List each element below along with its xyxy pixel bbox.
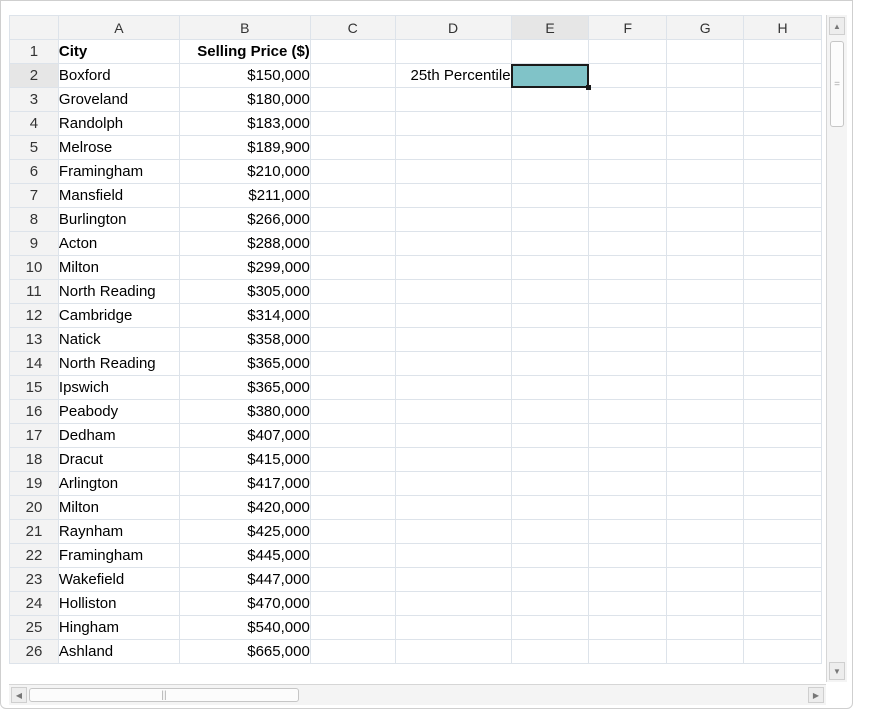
cell-g8[interactable] bbox=[667, 208, 744, 232]
cell-g1[interactable] bbox=[667, 40, 744, 64]
cell-e15[interactable] bbox=[511, 376, 589, 400]
cell-b2[interactable]: $150,000 bbox=[179, 64, 310, 88]
cell-d7[interactable] bbox=[395, 184, 511, 208]
cell-f16[interactable] bbox=[589, 400, 667, 424]
cell-b15[interactable]: $365,000 bbox=[179, 376, 310, 400]
cell-c25[interactable] bbox=[310, 616, 395, 640]
row-header[interactable]: 1 bbox=[10, 40, 59, 64]
cell-h24[interactable] bbox=[744, 592, 822, 616]
cell-e8[interactable] bbox=[511, 208, 589, 232]
cell-a24[interactable]: Holliston bbox=[58, 592, 179, 616]
cell-d26[interactable] bbox=[395, 640, 511, 664]
cell-e18[interactable] bbox=[511, 448, 589, 472]
active-cell-e2[interactable] bbox=[511, 64, 589, 88]
cell-b23[interactable]: $447,000 bbox=[179, 568, 310, 592]
cell-a18[interactable]: Dracut bbox=[58, 448, 179, 472]
cell-g2[interactable] bbox=[667, 64, 744, 88]
cell-d10[interactable] bbox=[395, 256, 511, 280]
row-header[interactable]: 6 bbox=[10, 160, 59, 184]
cell-a23[interactable]: Wakefield bbox=[58, 568, 179, 592]
cell-c17[interactable] bbox=[310, 424, 395, 448]
column-header-c[interactable]: C bbox=[310, 16, 395, 40]
cell-e20[interactable] bbox=[511, 496, 589, 520]
cell-e12[interactable] bbox=[511, 304, 589, 328]
sheet-row bbox=[10, 568, 822, 592]
cell-g5[interactable] bbox=[667, 136, 744, 160]
row-header[interactable]: 10 bbox=[10, 256, 59, 280]
cell-c24[interactable] bbox=[310, 592, 395, 616]
cell-b26[interactable]: $665,000 bbox=[179, 640, 310, 664]
row-header[interactable]: 15 bbox=[10, 376, 59, 400]
cell-f6[interactable] bbox=[589, 160, 667, 184]
cell-h26[interactable] bbox=[744, 640, 822, 664]
cell-e5[interactable] bbox=[511, 136, 589, 160]
cell-e16[interactable] bbox=[511, 400, 589, 424]
sheet-table bbox=[9, 15, 822, 664]
cell-d14[interactable] bbox=[395, 352, 511, 376]
scroll-up-icon[interactable]: ▲ bbox=[829, 17, 845, 35]
cell-b8[interactable]: $266,000 bbox=[179, 208, 310, 232]
cell-f2[interactable] bbox=[589, 64, 667, 88]
sheet-row bbox=[10, 232, 822, 256]
cell-e24[interactable] bbox=[511, 592, 589, 616]
cell-g12[interactable] bbox=[667, 304, 744, 328]
column-header-f[interactable]: F bbox=[589, 16, 667, 40]
cell-b21[interactable]: $425,000 bbox=[179, 520, 310, 544]
cell-b11[interactable]: $305,000 bbox=[179, 280, 310, 304]
cell-a15[interactable]: Ipswich bbox=[58, 376, 179, 400]
cell-c6[interactable] bbox=[310, 160, 395, 184]
cell-e14[interactable] bbox=[511, 352, 589, 376]
cell-a9[interactable]: Acton bbox=[58, 232, 179, 256]
cell-c8[interactable] bbox=[310, 208, 395, 232]
cell-d24[interactable] bbox=[395, 592, 511, 616]
sheet-row bbox=[10, 640, 822, 664]
cell-f18[interactable] bbox=[589, 448, 667, 472]
row-header[interactable]: 4 bbox=[10, 112, 59, 136]
cell-c1[interactable] bbox=[310, 40, 395, 64]
sheet-row bbox=[10, 448, 822, 472]
cell-e9[interactable] bbox=[511, 232, 589, 256]
cell-g19[interactable] bbox=[667, 472, 744, 496]
cell-g20[interactable] bbox=[667, 496, 744, 520]
cell-f26[interactable] bbox=[589, 640, 667, 664]
cell-h6[interactable] bbox=[744, 160, 822, 184]
cell-c12[interactable] bbox=[310, 304, 395, 328]
row-header[interactable]: 13 bbox=[10, 328, 59, 352]
cell-b9[interactable]: $288,000 bbox=[179, 232, 310, 256]
cell-b10[interactable]: $299,000 bbox=[179, 256, 310, 280]
cell-a16[interactable]: Peabody bbox=[58, 400, 179, 424]
row-header[interactable]: 9 bbox=[10, 232, 59, 256]
cell-e11[interactable] bbox=[511, 280, 589, 304]
row-header[interactable]: 5 bbox=[10, 136, 59, 160]
cell-a2[interactable]: Boxford bbox=[58, 64, 179, 88]
cell-h10[interactable] bbox=[744, 256, 822, 280]
cell-h1[interactable] bbox=[744, 40, 822, 64]
cell-g13[interactable] bbox=[667, 328, 744, 352]
cell-d16[interactable] bbox=[395, 400, 511, 424]
sheet-row bbox=[10, 160, 822, 184]
cell-a12[interactable]: Cambridge bbox=[58, 304, 179, 328]
cell-e3[interactable] bbox=[511, 88, 589, 112]
cell-f15[interactable] bbox=[589, 376, 667, 400]
cell-a17[interactable]: Dedham bbox=[58, 424, 179, 448]
column-header-b[interactable]: B bbox=[179, 16, 310, 40]
cell-b1[interactable]: Selling Price ($) bbox=[179, 40, 310, 64]
cell-b14[interactable]: $365,000 bbox=[179, 352, 310, 376]
cell-h12[interactable] bbox=[744, 304, 822, 328]
cell-c18[interactable] bbox=[310, 448, 395, 472]
cell-d13[interactable] bbox=[395, 328, 511, 352]
cell-h25[interactable] bbox=[744, 616, 822, 640]
cell-h13[interactable] bbox=[744, 328, 822, 352]
cell-g3[interactable] bbox=[667, 88, 744, 112]
sheet-row bbox=[10, 184, 822, 208]
cell-a22[interactable]: Framingham bbox=[58, 544, 179, 568]
cell-f12[interactable] bbox=[589, 304, 667, 328]
column-header-h[interactable]: H bbox=[744, 16, 822, 40]
cell-c5[interactable] bbox=[310, 136, 395, 160]
cell-f24[interactable] bbox=[589, 592, 667, 616]
cell-d11[interactable] bbox=[395, 280, 511, 304]
column-header-d[interactable]: D bbox=[395, 16, 511, 40]
cell-b19[interactable]: $417,000 bbox=[179, 472, 310, 496]
cell-b7[interactable]: $211,000 bbox=[179, 184, 310, 208]
sheet-row bbox=[10, 400, 822, 424]
grip-icon: = bbox=[834, 78, 840, 90]
scroll-right-icon[interactable]: ▶ bbox=[808, 687, 824, 703]
cell-d20[interactable] bbox=[395, 496, 511, 520]
cell-c15[interactable] bbox=[310, 376, 395, 400]
cell-a20[interactable]: Milton bbox=[58, 496, 179, 520]
row-header[interactable]: 16 bbox=[10, 400, 59, 424]
cell-f17[interactable] bbox=[589, 424, 667, 448]
cell-g18[interactable] bbox=[667, 448, 744, 472]
cell-d8[interactable] bbox=[395, 208, 511, 232]
cell-h5[interactable] bbox=[744, 136, 822, 160]
cell-h7[interactable] bbox=[744, 184, 822, 208]
cell-d25[interactable] bbox=[395, 616, 511, 640]
sheet-row bbox=[10, 112, 822, 136]
cell-b20[interactable]: $420,000 bbox=[179, 496, 310, 520]
sheet-row bbox=[10, 496, 822, 520]
cell-a14[interactable]: North Reading bbox=[58, 352, 179, 376]
cell-a6[interactable]: Framingham bbox=[58, 160, 179, 184]
cell-g15[interactable] bbox=[667, 376, 744, 400]
cell-c10[interactable] bbox=[310, 256, 395, 280]
cell-c4[interactable] bbox=[310, 112, 395, 136]
cell-d15[interactable] bbox=[395, 376, 511, 400]
cell-f11[interactable] bbox=[589, 280, 667, 304]
cell-h2[interactable] bbox=[744, 64, 822, 88]
cell-b25[interactable]: $540,000 bbox=[179, 616, 310, 640]
cell-h3[interactable] bbox=[744, 88, 822, 112]
cell-b22[interactable]: $445,000 bbox=[179, 544, 310, 568]
cell-d19[interactable] bbox=[395, 472, 511, 496]
cell-b17[interactable]: $407,000 bbox=[179, 424, 310, 448]
cell-a26[interactable]: Ashland bbox=[58, 640, 179, 664]
cell-g22[interactable] bbox=[667, 544, 744, 568]
sheet-row bbox=[10, 520, 822, 544]
sheet-row bbox=[10, 352, 822, 376]
row-header[interactable]: 12 bbox=[10, 304, 59, 328]
cell-d21[interactable] bbox=[395, 520, 511, 544]
horizontal-scroll-thumb[interactable] bbox=[29, 688, 299, 702]
scroll-down-icon[interactable]: ▼ bbox=[829, 662, 845, 680]
cell-d5[interactable] bbox=[395, 136, 511, 160]
row-header[interactable]: 2 bbox=[10, 64, 59, 88]
cell-d22[interactable] bbox=[395, 544, 511, 568]
row-header[interactable]: 26 bbox=[10, 640, 59, 664]
sheet-row bbox=[10, 472, 822, 496]
cell-f5[interactable] bbox=[589, 136, 667, 160]
row-header[interactable]: 21 bbox=[10, 520, 59, 544]
sheet-row bbox=[10, 424, 822, 448]
row-header[interactable]: 18 bbox=[10, 448, 59, 472]
cell-c14[interactable] bbox=[310, 352, 395, 376]
cell-d6[interactable] bbox=[395, 160, 511, 184]
cell-g25[interactable] bbox=[667, 616, 744, 640]
cell-g11[interactable] bbox=[667, 280, 744, 304]
cell-h16[interactable] bbox=[744, 400, 822, 424]
sheet-row bbox=[10, 208, 822, 232]
cell-c3[interactable] bbox=[310, 88, 395, 112]
row-header[interactable]: 3 bbox=[10, 88, 59, 112]
cell-c7[interactable] bbox=[310, 184, 395, 208]
cell-a21[interactable]: Raynham bbox=[58, 520, 179, 544]
cell-b5[interactable]: $189,900 bbox=[179, 136, 310, 160]
cell-g16[interactable] bbox=[667, 400, 744, 424]
cell-a10[interactable]: Milton bbox=[58, 256, 179, 280]
row-header[interactable]: 22 bbox=[10, 544, 59, 568]
sheet-row bbox=[10, 64, 822, 88]
sheet-row bbox=[10, 256, 822, 280]
cell-g21[interactable] bbox=[667, 520, 744, 544]
sheet-row bbox=[10, 136, 822, 160]
cell-c20[interactable] bbox=[310, 496, 395, 520]
row-header[interactable]: 8 bbox=[10, 208, 59, 232]
cell-e19[interactable] bbox=[511, 472, 589, 496]
cell-e1[interactable] bbox=[511, 40, 589, 64]
cell-c23[interactable] bbox=[310, 568, 395, 592]
cell-c26[interactable] bbox=[310, 640, 395, 664]
vertical-scrollbar[interactable] bbox=[826, 15, 847, 682]
cell-b3[interactable]: $180,000 bbox=[179, 88, 310, 112]
cell-d23[interactable] bbox=[395, 568, 511, 592]
cell-h18[interactable] bbox=[744, 448, 822, 472]
cell-e23[interactable] bbox=[511, 568, 589, 592]
cell-d1[interactable] bbox=[395, 40, 511, 64]
sheet-row bbox=[10, 616, 822, 640]
cell-e22[interactable] bbox=[511, 544, 589, 568]
cell-d3[interactable] bbox=[395, 88, 511, 112]
cell-f21[interactable] bbox=[589, 520, 667, 544]
cell-h8[interactable] bbox=[744, 208, 822, 232]
cell-h14[interactable] bbox=[744, 352, 822, 376]
cell-f20[interactable] bbox=[589, 496, 667, 520]
cell-c16[interactable] bbox=[310, 400, 395, 424]
cell-a5[interactable]: Melrose bbox=[58, 136, 179, 160]
sheet-row bbox=[10, 592, 822, 616]
grip-icon: || bbox=[161, 689, 167, 701]
cell-c19[interactable] bbox=[310, 472, 395, 496]
cell-f3[interactable] bbox=[589, 88, 667, 112]
cell-a1[interactable]: City bbox=[58, 40, 179, 64]
sheet-row bbox=[10, 280, 822, 304]
sheet-row bbox=[10, 544, 822, 568]
cell-d12[interactable] bbox=[395, 304, 511, 328]
cell-d2[interactable]: 25th Percentile bbox=[395, 64, 511, 88]
row-header[interactable]: 23 bbox=[10, 568, 59, 592]
cell-e4[interactable] bbox=[511, 112, 589, 136]
cell-h17[interactable] bbox=[744, 424, 822, 448]
cell-g17[interactable] bbox=[667, 424, 744, 448]
cell-h23[interactable] bbox=[744, 568, 822, 592]
cell-f1[interactable] bbox=[589, 40, 667, 64]
horizontal-scrollbar[interactable] bbox=[9, 684, 826, 705]
cell-a25[interactable]: Hingham bbox=[58, 616, 179, 640]
cell-d18[interactable] bbox=[395, 448, 511, 472]
cell-h21[interactable] bbox=[744, 520, 822, 544]
cell-c2[interactable] bbox=[310, 64, 395, 88]
cell-e6[interactable] bbox=[511, 160, 589, 184]
cell-h15[interactable] bbox=[744, 376, 822, 400]
sheet-row bbox=[10, 376, 822, 400]
cell-e10[interactable] bbox=[511, 256, 589, 280]
cell-f19[interactable] bbox=[589, 472, 667, 496]
row-header[interactable]: 7 bbox=[10, 184, 59, 208]
sheet-row bbox=[10, 328, 822, 352]
cell-g23[interactable] bbox=[667, 568, 744, 592]
cell-f13[interactable] bbox=[589, 328, 667, 352]
cell-c11[interactable] bbox=[310, 280, 395, 304]
cell-g14[interactable] bbox=[667, 352, 744, 376]
select-all-corner[interactable] bbox=[10, 16, 59, 40]
cell-a7[interactable]: Mansfield bbox=[58, 184, 179, 208]
row-header[interactable]: 14 bbox=[10, 352, 59, 376]
cell-e13[interactable] bbox=[511, 328, 589, 352]
cell-h11[interactable] bbox=[744, 280, 822, 304]
row-header[interactable]: 19 bbox=[10, 472, 59, 496]
cell-f7[interactable] bbox=[589, 184, 667, 208]
cell-b13[interactable]: $358,000 bbox=[179, 328, 310, 352]
cell-d17[interactable] bbox=[395, 424, 511, 448]
cell-b24[interactable]: $470,000 bbox=[179, 592, 310, 616]
cell-c13[interactable] bbox=[310, 328, 395, 352]
cell-g26[interactable] bbox=[667, 640, 744, 664]
cell-c22[interactable] bbox=[310, 544, 395, 568]
cell-e26[interactable] bbox=[511, 640, 589, 664]
cell-a8[interactable]: Burlington bbox=[58, 208, 179, 232]
cell-b6[interactable]: $210,000 bbox=[179, 160, 310, 184]
column-header-a[interactable]: A bbox=[58, 16, 179, 40]
cell-c21[interactable] bbox=[310, 520, 395, 544]
cell-h19[interactable] bbox=[744, 472, 822, 496]
cell-g7[interactable] bbox=[667, 184, 744, 208]
vertical-scroll-thumb[interactable] bbox=[830, 41, 844, 127]
cell-g10[interactable] bbox=[667, 256, 744, 280]
cell-f9[interactable] bbox=[589, 232, 667, 256]
cell-f23[interactable] bbox=[589, 568, 667, 592]
sheet-grid bbox=[9, 15, 822, 683]
cell-d9[interactable] bbox=[395, 232, 511, 256]
cell-b12[interactable]: $314,000 bbox=[179, 304, 310, 328]
cell-f4[interactable] bbox=[589, 112, 667, 136]
cell-a4[interactable]: Randolph bbox=[58, 112, 179, 136]
cell-f14[interactable] bbox=[589, 352, 667, 376]
sheet-row bbox=[10, 304, 822, 328]
column-header-g[interactable]: G bbox=[667, 16, 744, 40]
row-header[interactable]: 20 bbox=[10, 496, 59, 520]
cell-c9[interactable] bbox=[310, 232, 395, 256]
cell-e17[interactable] bbox=[511, 424, 589, 448]
row-header[interactable]: 17 bbox=[10, 424, 59, 448]
cell-g9[interactable] bbox=[667, 232, 744, 256]
cell-a13[interactable]: Natick bbox=[58, 328, 179, 352]
cell-a19[interactable]: Arlington bbox=[58, 472, 179, 496]
cell-h20[interactable] bbox=[744, 496, 822, 520]
cell-b18[interactable]: $415,000 bbox=[179, 448, 310, 472]
cell-b4[interactable]: $183,000 bbox=[179, 112, 310, 136]
cell-h9[interactable] bbox=[744, 232, 822, 256]
cell-e21[interactable] bbox=[511, 520, 589, 544]
row-header[interactable]: 24 bbox=[10, 592, 59, 616]
cell-d4[interactable] bbox=[395, 112, 511, 136]
sheet-row bbox=[10, 88, 822, 112]
cell-h22[interactable] bbox=[744, 544, 822, 568]
cell-a3[interactable]: Groveland bbox=[58, 88, 179, 112]
cell-f25[interactable] bbox=[589, 616, 667, 640]
sheet-row bbox=[10, 40, 822, 64]
cell-g24[interactable] bbox=[667, 592, 744, 616]
cell-f22[interactable] bbox=[589, 544, 667, 568]
cell-a11[interactable]: North Reading bbox=[58, 280, 179, 304]
cell-b16[interactable]: $380,000 bbox=[179, 400, 310, 424]
row-header[interactable]: 25 bbox=[10, 616, 59, 640]
scroll-left-icon[interactable]: ◀ bbox=[11, 687, 27, 703]
row-header[interactable]: 11 bbox=[10, 280, 59, 304]
cell-h4[interactable] bbox=[744, 112, 822, 136]
cell-f10[interactable] bbox=[589, 256, 667, 280]
cell-g6[interactable] bbox=[667, 160, 744, 184]
cell-f8[interactable] bbox=[589, 208, 667, 232]
column-header-e[interactable]: E bbox=[511, 16, 589, 40]
cell-e25[interactable] bbox=[511, 616, 589, 640]
cell-e7[interactable] bbox=[511, 184, 589, 208]
cell-g4[interactable] bbox=[667, 112, 744, 136]
